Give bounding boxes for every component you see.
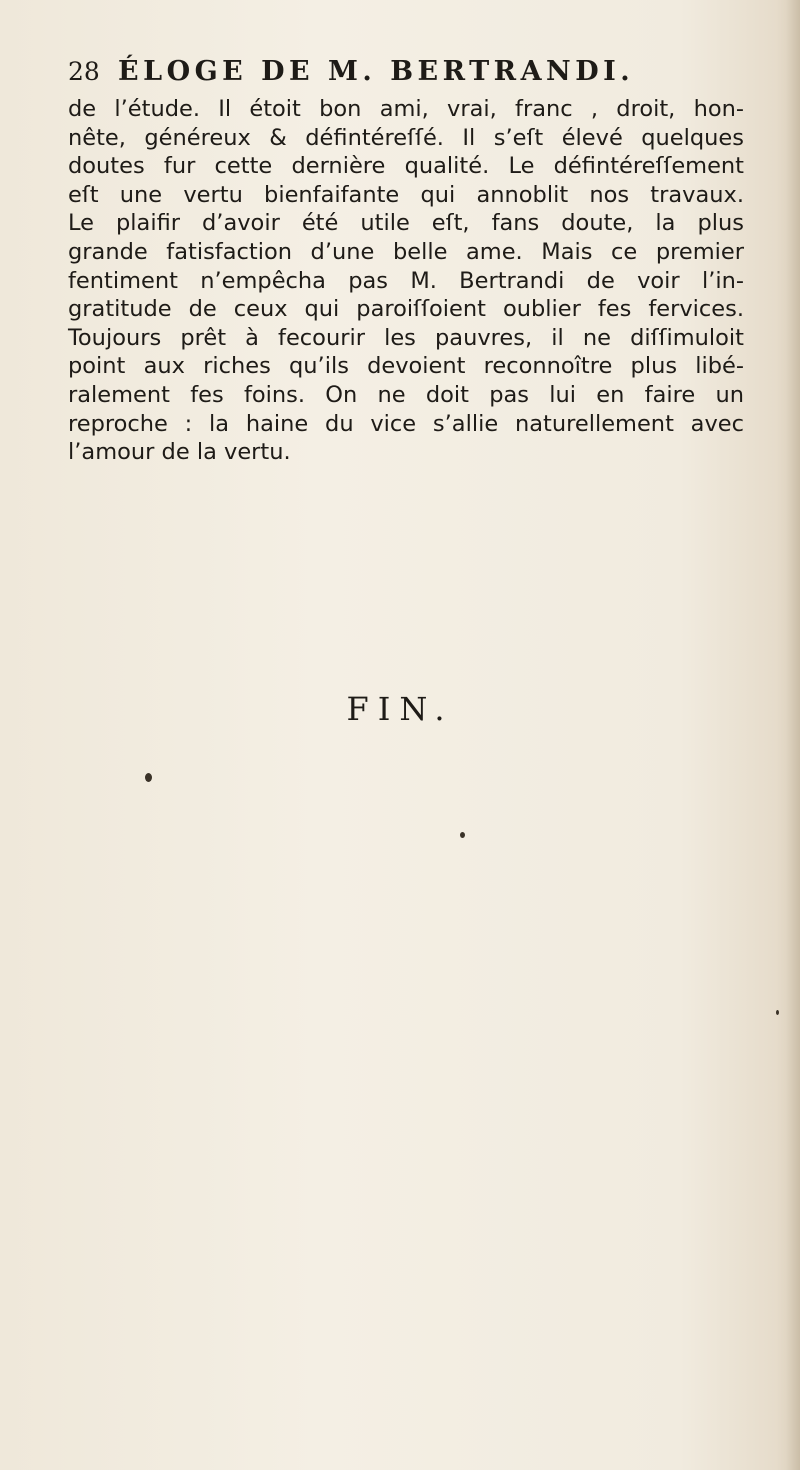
text-line: l’amour de la vertu. — [68, 439, 291, 466]
text-line: ralement fes foins. On ne doit pas lui en faire un — [68, 381, 744, 408]
ink-speck — [145, 773, 152, 782]
text-line: nête, généreux & défintéreſſé. Il s’eſt élevé quelques — [68, 124, 744, 151]
page-edge-shadow — [786, 0, 800, 1470]
running-title: ÉLOGE DE M. BERTRANDI. — [118, 56, 635, 87]
text-line: gratitude de ceux qui paroiſſoient oublier fes fervices. — [68, 296, 744, 323]
text-line: de l’étude. Il étoit bon ami, vrai, franc , droit, hon- — [68, 96, 744, 122]
body-paragraph — [68, 95, 744, 467]
text-line: grande fatisfaction d’une belle ame. Mais ce premier — [68, 238, 744, 265]
text-line: fentiment n’empêcha pas M. Bertrandi de voir l’in- — [68, 267, 744, 294]
text-line: eſt une vertu bienfaifante qui annoblit nos travaux. — [68, 181, 744, 208]
text-line: point aux riches qu’ils devoient reconnoître plus libé- — [68, 353, 744, 380]
fin-closing: FIN. — [346, 690, 454, 728]
text-line: reproche : la haine du vice s’allie naturellement avec — [68, 410, 744, 437]
running-header — [68, 56, 748, 96]
text-line: Toujours prêt à fecourir les pauvres, il ne diſſimuloit — [68, 324, 744, 351]
ink-speck — [460, 832, 465, 838]
ink-speck — [776, 1010, 779, 1015]
text-line: Le plaifir d’avoir été utile eſt, fans doute, la plus — [68, 210, 744, 237]
page-number: 28 — [68, 57, 100, 86]
text-line: doutes fur cette dernière qualité. Le défintéreſſement — [68, 153, 744, 180]
